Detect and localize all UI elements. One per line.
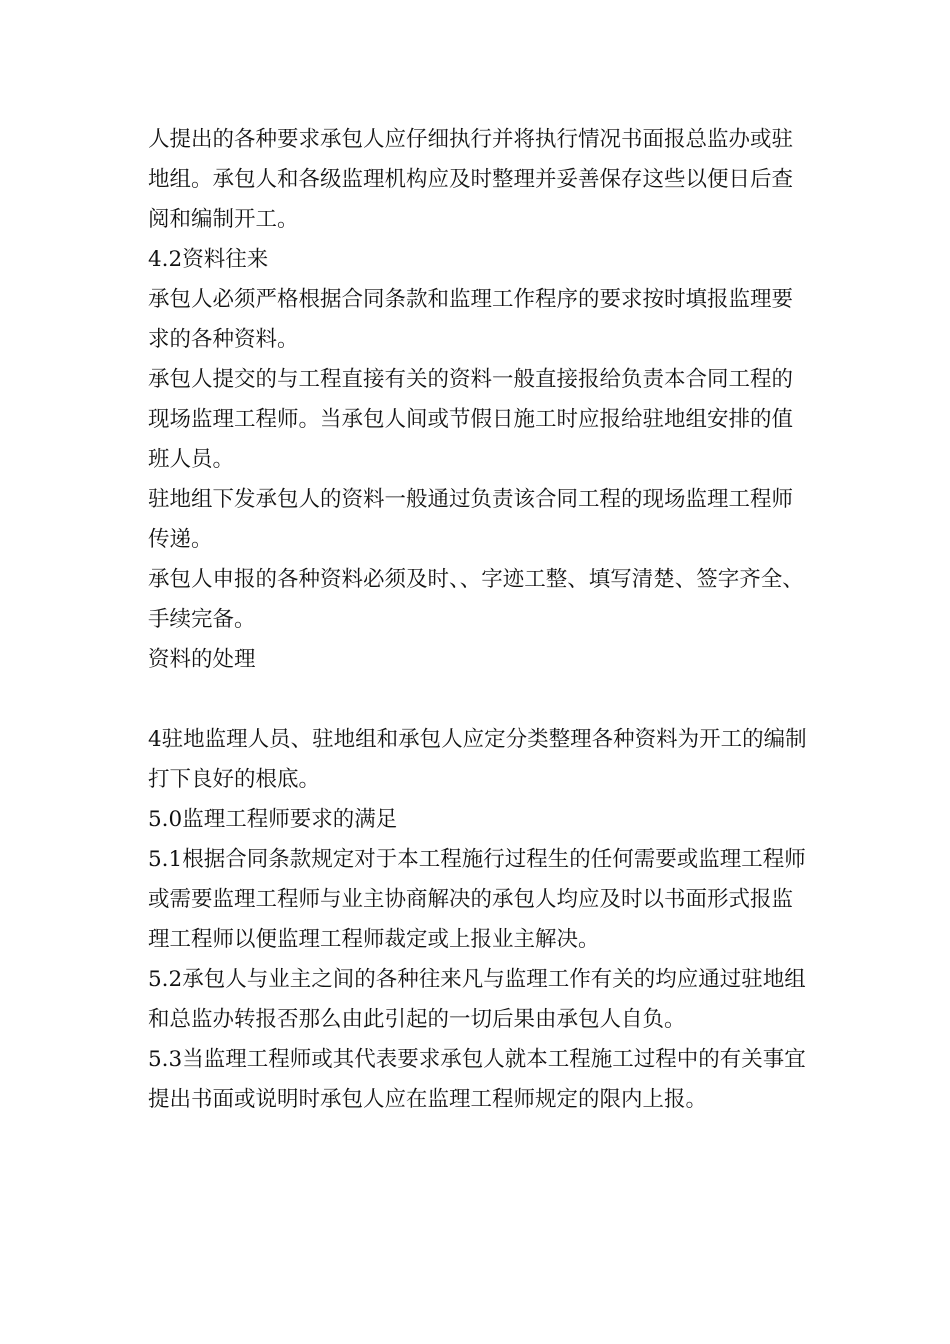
paragraph-distribution: 驻地组下发承包人的资料一般通过负责该合同工程的现场监理工程师传递。: [148, 487, 794, 552]
section-heading-4-2: 4.2资料往来: [148, 247, 269, 272]
section-heading-processing: 资料的处理: [148, 647, 256, 672]
paragraph-requirements: 承包人申报的各种资料必须及时、、字迹工整、填写清楚、签字齐全、手续完备。: [148, 567, 804, 632]
paragraph-continuation: 人提出的各种要求承包人应仔细执行并将执行情况书面报总监办或驻地组。承包人和各级监理机构应及时整理并妥善保存这些以便日后查阅和编制开工。: [148, 127, 794, 232]
section-heading-5-0: 5.0监理工程师要求的满足: [148, 807, 398, 832]
paragraph-reporting: 承包人必须严格根据合同条款和监理工作程序的要求按时填报监理要求的各种资料。: [148, 287, 794, 352]
paragraph-classification: 4驻地监理人员、驻地组和承包人应定分类整理各种资料为开工的编制打下良好的根底。: [148, 727, 807, 792]
paragraph-5-3: 5.3当监理工程师或其代表要求承包人就本工程施工过程中的有关事宜提出书面或说明时承包人应在监理工程师规定的限内上报。: [148, 1047, 806, 1112]
paragraph-submission: 承包人提交的与工程直接有关的资料一般直接报给负责本合同工程的现场监理工程师。当承包人间或节假日施工时应报给驻地组安排的值班人员。: [148, 367, 794, 472]
document-body: [148, 120, 808, 1120]
blank-line: [148, 680, 808, 720]
paragraph-5-1: 5.1根据合同条款规定对于本工程施行过程生的任何需要或监理工程师或需要监理工程师与业主协商解决的承包人均应及时以书面形式报监理工程师以便监理工程师裁定或上报业主解决。: [148, 847, 806, 952]
paragraph-5-2: 5.2承包人与业主之间的各种往来凡与监理工作有关的均应通过驻地组和总监办转报否那么由此引起的一切后果由承包人自负。: [148, 967, 806, 1032]
